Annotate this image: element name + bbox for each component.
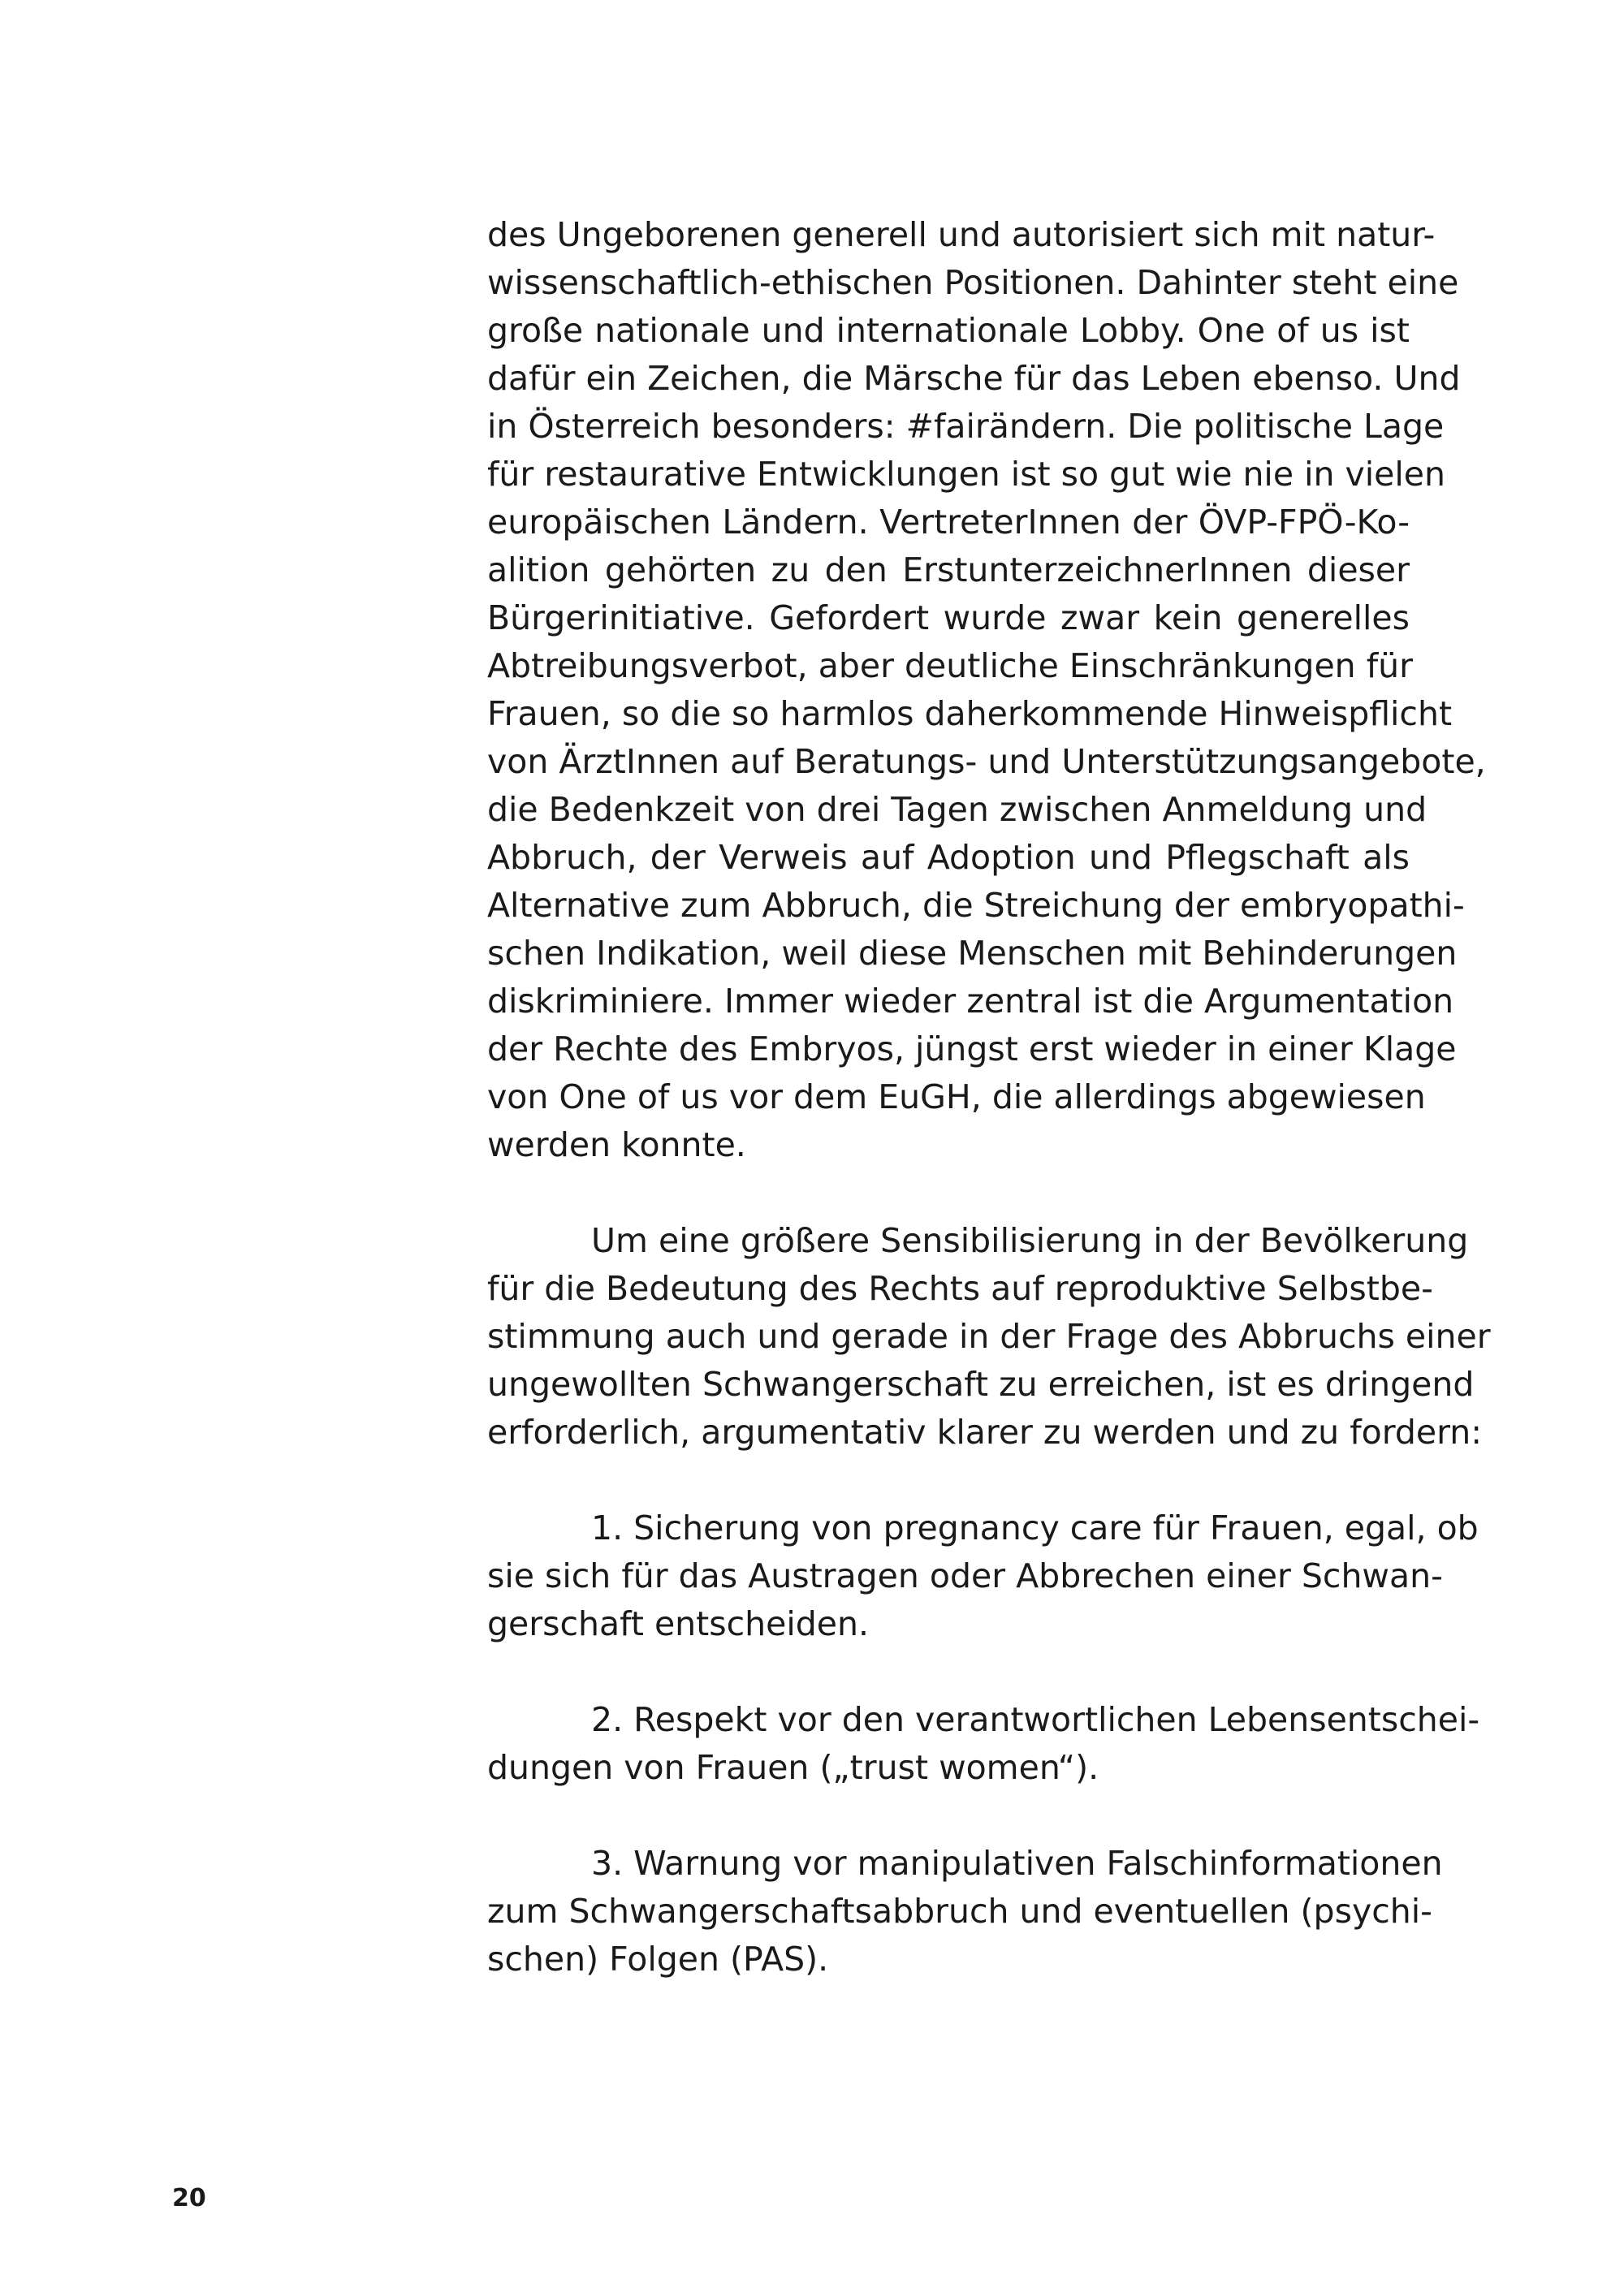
paragraph-spacer bbox=[487, 1169, 1410, 1217]
text-line: wissenschaftlich-ethischen Positionen. Dahinter steht eine bbox=[487, 263, 1459, 302]
text-line: Um eine größere Sensibilisierung in der Bevölkerung bbox=[591, 1221, 1469, 1260]
text-line: erforderlich, argumentativ klarer zu werden und zu fordern: bbox=[487, 1413, 1483, 1452]
text-line: schen Indikation, weil diese Menschen mit Behinderungen bbox=[487, 934, 1458, 973]
text-line: des Ungeborenen generell und autorisiert sich mit natur- bbox=[487, 215, 1436, 254]
text-line: stimmung auch und gerade in der Frage des Abbruchs einer bbox=[487, 1317, 1491, 1356]
text-line: europäischen Ländern. VertreterInnen der ÖVP-FPÖ-Ko- bbox=[487, 503, 1410, 542]
demand-item-2 bbox=[487, 1696, 1480, 1792]
text-line: die Bedenkzeit von drei Tagen zwischen Anmeldung und bbox=[487, 790, 1427, 829]
text-line: große nationale und internationale Lobby. One of us ist bbox=[487, 311, 1410, 350]
paragraph-lobby bbox=[487, 211, 1486, 1169]
paragraph-spacer bbox=[487, 1792, 1410, 1840]
text-line: dungen von Frauen („trust women“). bbox=[487, 1748, 1099, 1787]
paragraph-spacer bbox=[487, 1648, 1410, 1696]
text-line: 1. Sicherung von pregnancy care für Frauen, egal, ob bbox=[591, 1509, 1479, 1547]
text-line: werden konnte. bbox=[487, 1125, 746, 1164]
text-line: alition gehörten zu den ErstunterzeichnerInnen dieser bbox=[487, 550, 1410, 589]
text-line: ungewollten Schwangerschaft zu erreichen, ist es dringend bbox=[487, 1365, 1475, 1404]
text-line: von ÄrztInnen auf Beratungs- und Unterstützungsangebote, bbox=[487, 742, 1486, 781]
paragraph-spacer bbox=[487, 1457, 1410, 1504]
text-line: sie sich für das Austragen oder Abbrechen einer Schwan- bbox=[487, 1556, 1443, 1595]
text-line: für restaurative Entwicklungen ist so gut wie nie in vielen bbox=[487, 455, 1445, 494]
text-line: 2. Respekt vor den verantwortlichen Lebensentschei- bbox=[591, 1700, 1480, 1739]
text-line: gerschaft entscheiden. bbox=[487, 1604, 869, 1643]
text-line: schen) Folgen (PAS). bbox=[487, 1940, 829, 1979]
text-line: Bürgerinitiative. Gefordert wurde zwar kein generelles bbox=[487, 598, 1410, 637]
text-line: für die Bedeutung des Rechts auf reproduktive Selbstbe- bbox=[487, 1269, 1433, 1308]
text-line: Abtreibungsverbot, aber deutliche Einschränkungen für bbox=[487, 646, 1413, 685]
page-number: 20 bbox=[172, 2184, 206, 2212]
demand-item-1 bbox=[487, 1504, 1479, 1648]
paragraph-sensitization bbox=[487, 1217, 1491, 1457]
text-line: Abbruch, der Verweis auf Adoption und Pflegschaft als bbox=[487, 838, 1410, 877]
body-text bbox=[487, 211, 1491, 1983]
text-line: 3. Warnung vor manipulativen Falschinformationen bbox=[591, 1844, 1443, 1883]
text-line: zum Schwangerschaftsabbruch und eventuellen (psychi- bbox=[487, 1892, 1432, 1931]
text-line: dafür ein Zeichen, die Märsche für das Leben ebenso. Und bbox=[487, 359, 1461, 398]
text-line: diskriminiere. Immer wieder zentral ist die Argumentation bbox=[487, 982, 1454, 1021]
demand-item-3 bbox=[487, 1840, 1443, 1983]
text-line: in Österreich besonders: #fairändern. Die politische Lage bbox=[487, 407, 1445, 446]
text-line: von One of us vor dem EuGH, die allerdings abgewiesen bbox=[487, 1077, 1426, 1116]
text-line: Alternative zum Abbruch, die Streichung der embryopathi- bbox=[487, 886, 1465, 925]
text-line: Frauen, so die so harmlos daherkommende Hinweispflicht bbox=[487, 694, 1453, 733]
text-line: der Rechte des Embryos, jüngst erst wieder in einer Klage bbox=[487, 1029, 1457, 1068]
